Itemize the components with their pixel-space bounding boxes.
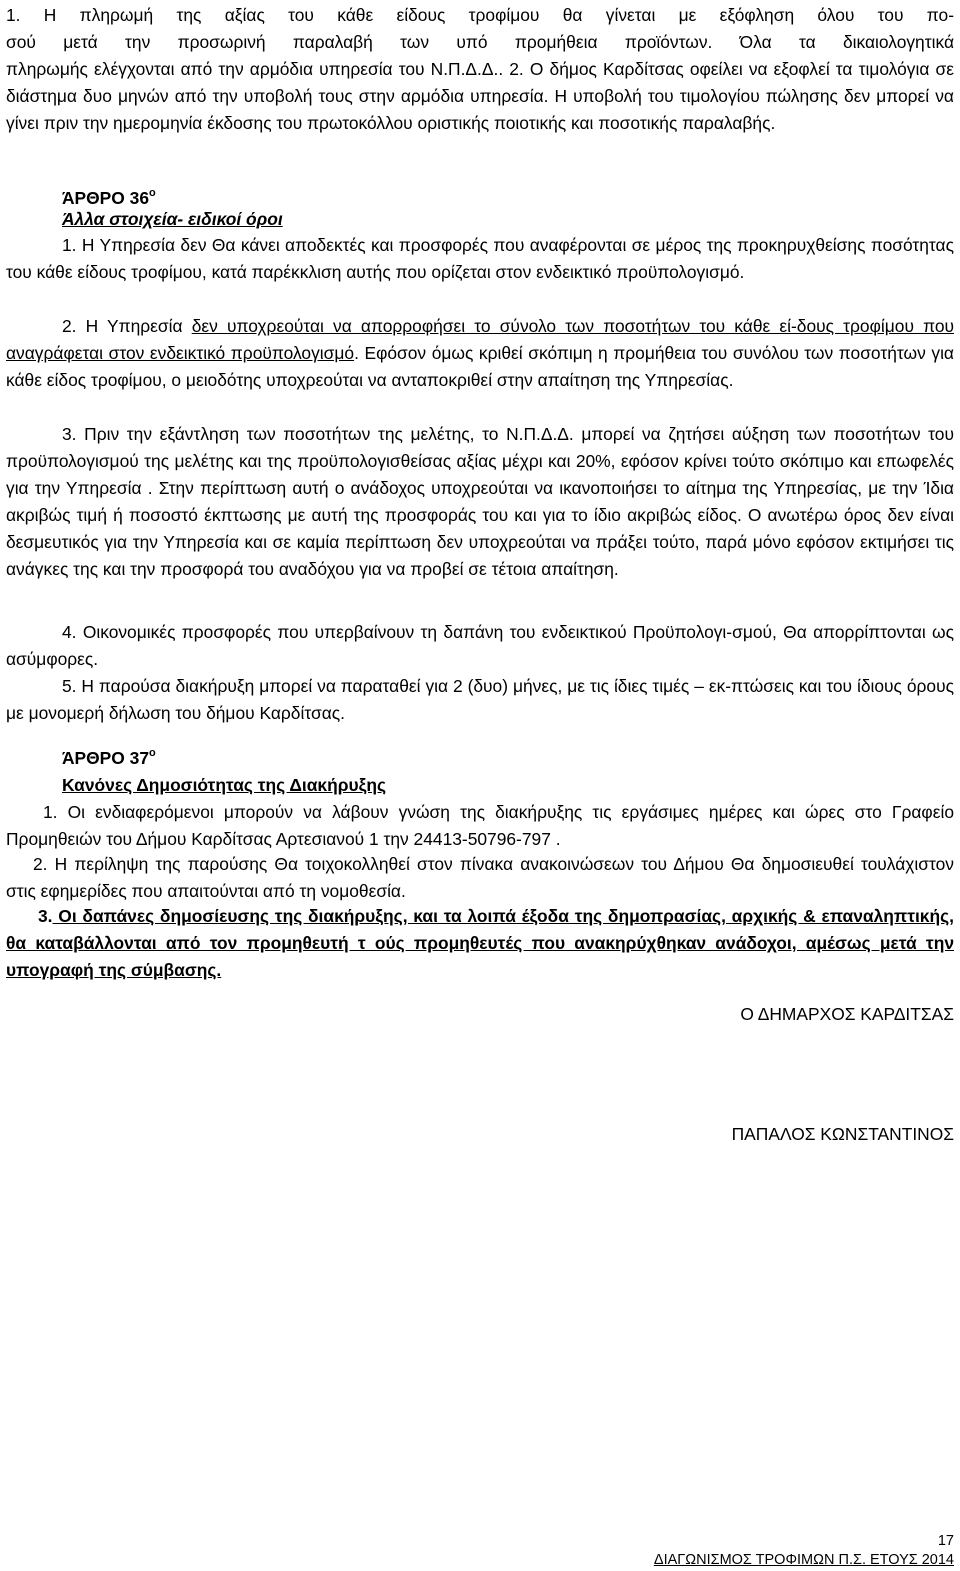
signature-role: Ο ΔΗΜΑΡΧΟΣ ΚΑΡΔΙΤΣΑΣ: [740, 1004, 954, 1024]
article-36-superscript: ο: [149, 187, 156, 199]
payment-line-2: σού μετά την προσωρινή παραλαβή των υπό προμήθεια προϊόντων. Όλα τα δικαιολογητικά: [6, 32, 954, 52]
article-37-superscript: ο: [149, 747, 156, 759]
article-36-item-2: 2. Η Υπηρεσία δεν υποχρεούται να απορροφήσει το σύνολο των ποσοτήτων του κάθε εί-δους τροφίμου που αναγράφεται στον ενδεικτικό προϋπολογισμό. Εφόσον όμως κριθεί σκόπιμη η προμήθεια του συνόλου των ποσοτήτων για κάθε είδος τροφίμου, ο μειοδότης υποχρεούται να ανταποκριθεί στην απαίτηση της Υπηρεσίας.: [6, 316, 955, 390]
signature-name: ΠΑΠΑΛΟΣ ΚΩΝΣΤΑΝΤΙΝΟΣ: [731, 1124, 954, 1144]
article-36-item-2-underlined: δεν υποχρεούται να απορροφήσει το σύνολο των ποσοτήτων του κάθε εί-δους τροφίμου που αναγράφεται στον ενδεικτικό προϋπολογισμό: [6, 316, 955, 363]
payment-line-1: 1. Η πληρωμή της αξίας του κάθε είδους τροφίμου θα γίνεται με εξόφληση όλου του πο-: [6, 5, 954, 25]
article-36-title: ΆΡΘΡΟ $36^o$: [62, 187, 156, 208]
page-number: 17: [937, 1533, 954, 1549]
article-37-title: ΆΡΘΡΟ $37^o$: [62, 747, 156, 768]
payment-paragraph: πληρωμής ελέγχονται από την αρμόδια υπηρεσία του Ν.Π.Δ.Δ.. 2. Ο δήμος Καρδίτσας οφείλει να εξοφλεί τα τιμολόγια σε διάστημα δυο μηνών από την υποβολή τους στην αρμόδια υπηρεσία. Η υποβολή του τιμολογίου πώλησης δεν μπορεί να γίνει πριν την ημερομηνία έκδοσης του πρωτοκόλλου οριστικής ποιοτικής και ποσοτικής παραλαβής.: [6, 59, 954, 133]
article-36-subtitle: Άλλα στοιχεία- ειδικοί όροι: [62, 209, 283, 229]
article-37-item-2: 2. Η περίληψη της παρούσης Θα τοιχοκολληθεί στον πίνακα ανακοινώσεων του Δήμου Θα δημοσιευθεί τουλάχιστον στις εφημερίδες που απαιτούνται από τη νομοθεσία.: [6, 854, 954, 901]
article-37-subtitle: Κανόνες Δημοσιότητας της Διακήρυξης: [62, 775, 387, 795]
footer-title: ΔΙΑΓΩΝΙΣΜΟΣ ΤΡΟΦΙΜΩΝ Π.Σ. ΕΤΟΥΣ 2014: [653, 1552, 954, 1568]
article-36-item-3: 3. Πριν την εξάντληση των ποσοτήτων της μελέτης, το Ν.Π.Δ.Δ. μπορεί να ζητήσει αύξηση των ποσοτήτων του προϋπολογισμού της μελέτης και της προϋπολογισθείσας αξίας μέχρι και 20%, εφόσον κρίνει τούτο σκόπιμο και επωφελές για την Υπηρεσία . Στην περίπτωση αυτή ο ανάδοχος υποχρεούται να ικανοποιήσει το αίτημα της Υπηρεσίας, με την Ίδια ακριβώς τιμή ή ποσοστό έκπτωσης με αυτή της προσφοράς του και για το ίδιο ακριβώς είδος. Ο ανωτέρω όρος δεν είναι δεσμευτικός για την Υπηρεσία και σε καμία περίπτωση δεν υποχρεούται να πράξει τούτο, παρά μόνο εφόσον εκτιμήσει τις ανάγκες της και την προσφορά του αναδόχου για να προβεί σε τέτοια απαίτηση.: [6, 424, 954, 579]
article-36-item-1: 1. Η Υπηρεσία δεν Θα κάνει αποδεκτές και προσφορές που αναφέρονται σε μέρος της προκηρυχθείσης ποσότητας του κάθε είδους τροφίμου, κατά παρέκκλιση αυτής που ορίζεται στον ενδεικτικό προϋπολογισμό.: [6, 235, 954, 282]
article-37-item-3-underlined: Οι δαπάνες δημοσίευσης της διακήρυξης, και τα λοιπά έξοδα της δημοπρασίας, αρχικής & επαναληπτικής, θα καταβάλλονται από τον προμηθευτή τ ούς προμηθευτές που ανακηρύχθηκαν ανάδοχοι, αμέσως μετά την υπογραφή της σύμβασης.: [6, 906, 954, 980]
article-36-item-4: 4. Οικονομικές προσφορές που υπερβαίνουν τη δαπάνη του ενδεικτικού Προϋπολογι-σμού, Θα απορρίπτονται ως ασύμφορες.: [6, 622, 954, 669]
article-37-item-3: 3. Οι δαπάνες δημοσίευσης της διακήρυξης, και τα λοιπά έξοδα της δημοπρασίας, αρχικής & επαναληπτικής, θα καταβάλλονται από τον προμηθευτή τ ούς προμηθευτές που ανακηρύχθηκαν ανάδοχοι, αμέσως μετά την υπογραφή της σύμβασης.: [6, 906, 954, 980]
article-36-item-5: 5. Η παρούσα διακήρυξη μπορεί να παραταθεί για 2 (δυο) μήνες, με τις ίδιες τιμές – εκ-πτώσεις και του ίδιους όρους με μονομερή δήλωση του δήμου Καρδίτσας.: [6, 676, 954, 723]
article-37-item-1: 1. Οι ενδιαφερόμενοι μπορούν να λάβουν γνώση της διακήρυξης τις εργάσιμες ημέρες και ώρες στο Γραφείο Προμηθειών του Δήμου Καρδίτσας Αρτεσιανού 1 την 24413-50796-797 .: [6, 802, 954, 849]
